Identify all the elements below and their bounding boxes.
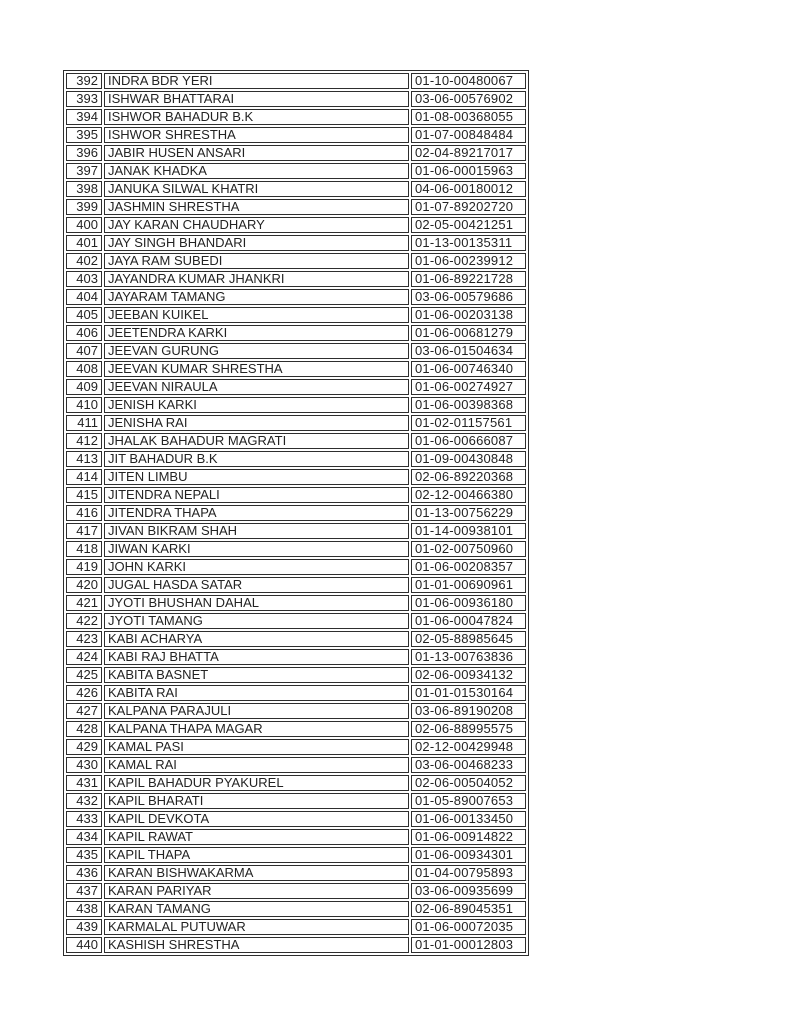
cell-id: 03-06-00935699 <box>411 883 526 899</box>
cell-id: 01-06-00681279 <box>411 325 526 341</box>
cell-id: 01-07-00848484 <box>411 127 526 143</box>
cell-name: KAPIL BHARATI <box>104 793 409 809</box>
cell-sn: 409 <box>66 379 102 395</box>
cell-name: JENISHA RAI <box>104 415 409 431</box>
cell-name: KAPIL THAPA <box>104 847 409 863</box>
cell-sn: 404 <box>66 289 102 305</box>
cell-sn: 424 <box>66 649 102 665</box>
cell-sn: 415 <box>66 487 102 503</box>
roster-table <box>63 70 529 956</box>
cell-name: JIT BAHADUR B.K <box>104 451 409 467</box>
cell-id: 04-06-00180012 <box>411 181 526 197</box>
cell-sn: 413 <box>66 451 102 467</box>
cell-id: 01-01-00012803 <box>411 937 526 953</box>
cell-id: 01-02-01157561 <box>411 415 526 431</box>
table-row <box>66 361 526 377</box>
cell-sn: 397 <box>66 163 102 179</box>
cell-sn: 405 <box>66 307 102 323</box>
cell-name: KABI RAJ BHATTA <box>104 649 409 665</box>
table-row <box>66 109 526 125</box>
cell-sn: 422 <box>66 613 102 629</box>
table-row <box>66 325 526 341</box>
cell-id: 02-04-89217017 <box>411 145 526 161</box>
cell-name: KABITA BASNET <box>104 667 409 683</box>
table-row <box>66 487 526 503</box>
cell-id: 01-06-00398368 <box>411 397 526 413</box>
cell-name: JYOTI TAMANG <box>104 613 409 629</box>
table-row <box>66 883 526 899</box>
cell-name: JITEN LIMBU <box>104 469 409 485</box>
cell-name: JAY KARAN CHAUDHARY <box>104 217 409 233</box>
cell-sn: 432 <box>66 793 102 809</box>
table-row <box>66 379 526 395</box>
table-row <box>66 919 526 935</box>
table-row <box>66 415 526 431</box>
cell-sn: 429 <box>66 739 102 755</box>
table-row <box>66 271 526 287</box>
cell-sn: 428 <box>66 721 102 737</box>
table-row <box>66 541 526 557</box>
cell-sn: 419 <box>66 559 102 575</box>
cell-id: 01-13-00763836 <box>411 649 526 665</box>
cell-id: 01-06-00133450 <box>411 811 526 827</box>
cell-name: KARAN PARIYAR <box>104 883 409 899</box>
cell-id: 02-05-00421251 <box>411 217 526 233</box>
cell-sn: 400 <box>66 217 102 233</box>
cell-sn: 412 <box>66 433 102 449</box>
cell-name: JEEVAN NIRAULA <box>104 379 409 395</box>
table-row <box>66 217 526 233</box>
table-row <box>66 397 526 413</box>
cell-sn: 421 <box>66 595 102 611</box>
cell-name: JENISH KARKI <box>104 397 409 413</box>
roster-table-body <box>66 73 526 953</box>
cell-name: ISHWOR SHRESTHA <box>104 127 409 143</box>
cell-sn: 431 <box>66 775 102 791</box>
cell-name: JYOTI BHUSHAN DAHAL <box>104 595 409 611</box>
cell-sn: 410 <box>66 397 102 413</box>
cell-name: KALPANA PARAJULI <box>104 703 409 719</box>
cell-id: 02-06-00504052 <box>411 775 526 791</box>
cell-sn: 399 <box>66 199 102 215</box>
table-row <box>66 577 526 593</box>
cell-id: 01-06-00746340 <box>411 361 526 377</box>
cell-id: 03-06-00468233 <box>411 757 526 773</box>
cell-sn: 414 <box>66 469 102 485</box>
cell-id: 01-05-89007653 <box>411 793 526 809</box>
table-row <box>66 703 526 719</box>
cell-id: 02-06-89045351 <box>411 901 526 917</box>
table-row <box>66 631 526 647</box>
table-row <box>66 811 526 827</box>
cell-id: 01-06-00666087 <box>411 433 526 449</box>
table-row <box>66 127 526 143</box>
cell-name: JEEVAN GURUNG <box>104 343 409 359</box>
cell-sn: 402 <box>66 253 102 269</box>
cell-name: JAYARAM TAMANG <box>104 289 409 305</box>
cell-id: 02-06-89220368 <box>411 469 526 485</box>
table-row <box>66 181 526 197</box>
cell-id: 01-06-00239912 <box>411 253 526 269</box>
cell-sn: 433 <box>66 811 102 827</box>
cell-sn: 423 <box>66 631 102 647</box>
cell-name: JAYANDRA KUMAR JHANKRI <box>104 271 409 287</box>
table-row <box>66 469 526 485</box>
cell-id: 02-05-88985645 <box>411 631 526 647</box>
table-row <box>66 199 526 215</box>
cell-sn: 420 <box>66 577 102 593</box>
cell-id: 01-06-00047824 <box>411 613 526 629</box>
cell-sn: 406 <box>66 325 102 341</box>
cell-id: 01-01-01530164 <box>411 685 526 701</box>
cell-name: KAMAL RAI <box>104 757 409 773</box>
cell-id: 02-06-88995575 <box>411 721 526 737</box>
cell-sn: 394 <box>66 109 102 125</box>
cell-id: 01-06-00274927 <box>411 379 526 395</box>
cell-name: KABI ACHARYA <box>104 631 409 647</box>
table-row <box>66 757 526 773</box>
cell-sn: 411 <box>66 415 102 431</box>
table-row <box>66 775 526 791</box>
cell-id: 03-06-00576902 <box>411 91 526 107</box>
cell-id: 01-06-00936180 <box>411 595 526 611</box>
table-row <box>66 613 526 629</box>
cell-id: 01-13-00756229 <box>411 505 526 521</box>
table-row <box>66 847 526 863</box>
cell-id: 01-06-00015963 <box>411 163 526 179</box>
cell-name: JOHN KARKI <box>104 559 409 575</box>
table-row <box>66 595 526 611</box>
cell-name: JITENDRA THAPA <box>104 505 409 521</box>
cell-name: ISHWOR BAHADUR B.K <box>104 109 409 125</box>
table-row <box>66 307 526 323</box>
table-row <box>66 721 526 737</box>
cell-name: KARMALAL PUTUWAR <box>104 919 409 935</box>
cell-id: 01-06-00072035 <box>411 919 526 935</box>
cell-name: KAMAL PASI <box>104 739 409 755</box>
cell-name: JUGAL HASDA SATAR <box>104 577 409 593</box>
cell-id: 01-01-00690961 <box>411 577 526 593</box>
cell-sn: 398 <box>66 181 102 197</box>
cell-sn: 438 <box>66 901 102 917</box>
cell-sn: 392 <box>66 73 102 89</box>
cell-sn: 439 <box>66 919 102 935</box>
table-row <box>66 739 526 755</box>
cell-sn: 417 <box>66 523 102 539</box>
cell-sn: 407 <box>66 343 102 359</box>
cell-name: JAY SINGH BHANDARI <box>104 235 409 251</box>
table-row <box>66 505 526 521</box>
cell-id: 03-06-01504634 <box>411 343 526 359</box>
table-row <box>66 433 526 449</box>
cell-name: ISHWAR BHATTARAI <box>104 91 409 107</box>
cell-name: JITENDRA NEPALI <box>104 487 409 503</box>
cell-sn: 408 <box>66 361 102 377</box>
cell-sn: 436 <box>66 865 102 881</box>
cell-sn: 426 <box>66 685 102 701</box>
cell-id: 01-13-00135311 <box>411 235 526 251</box>
table-row <box>66 73 526 89</box>
cell-name: KAPIL RAWAT <box>104 829 409 845</box>
cell-name: JASHMIN SHRESTHA <box>104 199 409 215</box>
cell-name: INDRA BDR YERI <box>104 73 409 89</box>
cell-name: KARAN TAMANG <box>104 901 409 917</box>
cell-id: 02-06-00934132 <box>411 667 526 683</box>
cell-id: 01-04-00795893 <box>411 865 526 881</box>
cell-name: JEEVAN KUMAR SHRESTHA <box>104 361 409 377</box>
cell-name: JEETENDRA KARKI <box>104 325 409 341</box>
table-row <box>66 523 526 539</box>
cell-sn: 425 <box>66 667 102 683</box>
cell-id: 01-08-00368055 <box>411 109 526 125</box>
table-row <box>66 667 526 683</box>
table-row <box>66 685 526 701</box>
table-row <box>66 289 526 305</box>
cell-id: 02-12-00429948 <box>411 739 526 755</box>
cell-sn: 395 <box>66 127 102 143</box>
cell-id: 01-06-00203138 <box>411 307 526 323</box>
cell-sn: 427 <box>66 703 102 719</box>
cell-name: KABITA RAI <box>104 685 409 701</box>
cell-sn: 403 <box>66 271 102 287</box>
table-row <box>66 163 526 179</box>
cell-name: JEEBAN KUIKEL <box>104 307 409 323</box>
cell-id: 01-06-00914822 <box>411 829 526 845</box>
cell-id: 01-10-00480067 <box>411 73 526 89</box>
cell-name: KASHISH SHRESTHA <box>104 937 409 953</box>
cell-name: KARAN BISHWAKARMA <box>104 865 409 881</box>
cell-id: 01-07-89202720 <box>411 199 526 215</box>
cell-sn: 440 <box>66 937 102 953</box>
cell-name: KAPIL BAHADUR PYAKUREL <box>104 775 409 791</box>
table-row <box>66 451 526 467</box>
cell-name: JANAK KHADKA <box>104 163 409 179</box>
cell-name: JIVAN BIKRAM SHAH <box>104 523 409 539</box>
cell-name: KALPANA THAPA MAGAR <box>104 721 409 737</box>
table-row <box>66 235 526 251</box>
table-row <box>66 901 526 917</box>
cell-id: 01-09-00430848 <box>411 451 526 467</box>
table-row <box>66 865 526 881</box>
cell-name: JABIR HUSEN ANSARI <box>104 145 409 161</box>
cell-id: 03-06-89190208 <box>411 703 526 719</box>
cell-sn: 393 <box>66 91 102 107</box>
table-row <box>66 145 526 161</box>
cell-id: 03-06-00579686 <box>411 289 526 305</box>
cell-sn: 416 <box>66 505 102 521</box>
cell-sn: 435 <box>66 847 102 863</box>
cell-id: 01-06-00934301 <box>411 847 526 863</box>
table-row <box>66 937 526 953</box>
cell-id: 01-06-00208357 <box>411 559 526 575</box>
cell-name: JIWAN KARKI <box>104 541 409 557</box>
cell-sn: 430 <box>66 757 102 773</box>
table-row <box>66 343 526 359</box>
cell-name: JANUKA SILWAL KHATRI <box>104 181 409 197</box>
cell-sn: 401 <box>66 235 102 251</box>
cell-id: 01-02-00750960 <box>411 541 526 557</box>
table-row <box>66 829 526 845</box>
cell-sn: 418 <box>66 541 102 557</box>
cell-id: 02-12-00466380 <box>411 487 526 503</box>
table-row <box>66 649 526 665</box>
table-row <box>66 559 526 575</box>
cell-id: 01-06-89221728 <box>411 271 526 287</box>
table-row <box>66 793 526 809</box>
cell-id: 01-14-00938101 <box>411 523 526 539</box>
table-row <box>66 91 526 107</box>
cell-sn: 396 <box>66 145 102 161</box>
table-row <box>66 253 526 269</box>
cell-sn: 434 <box>66 829 102 845</box>
cell-name: JAYA RAM SUBEDI <box>104 253 409 269</box>
cell-name: JHALAK BAHADUR MAGRATI <box>104 433 409 449</box>
cell-name: KAPIL DEVKOTA <box>104 811 409 827</box>
cell-sn: 437 <box>66 883 102 899</box>
